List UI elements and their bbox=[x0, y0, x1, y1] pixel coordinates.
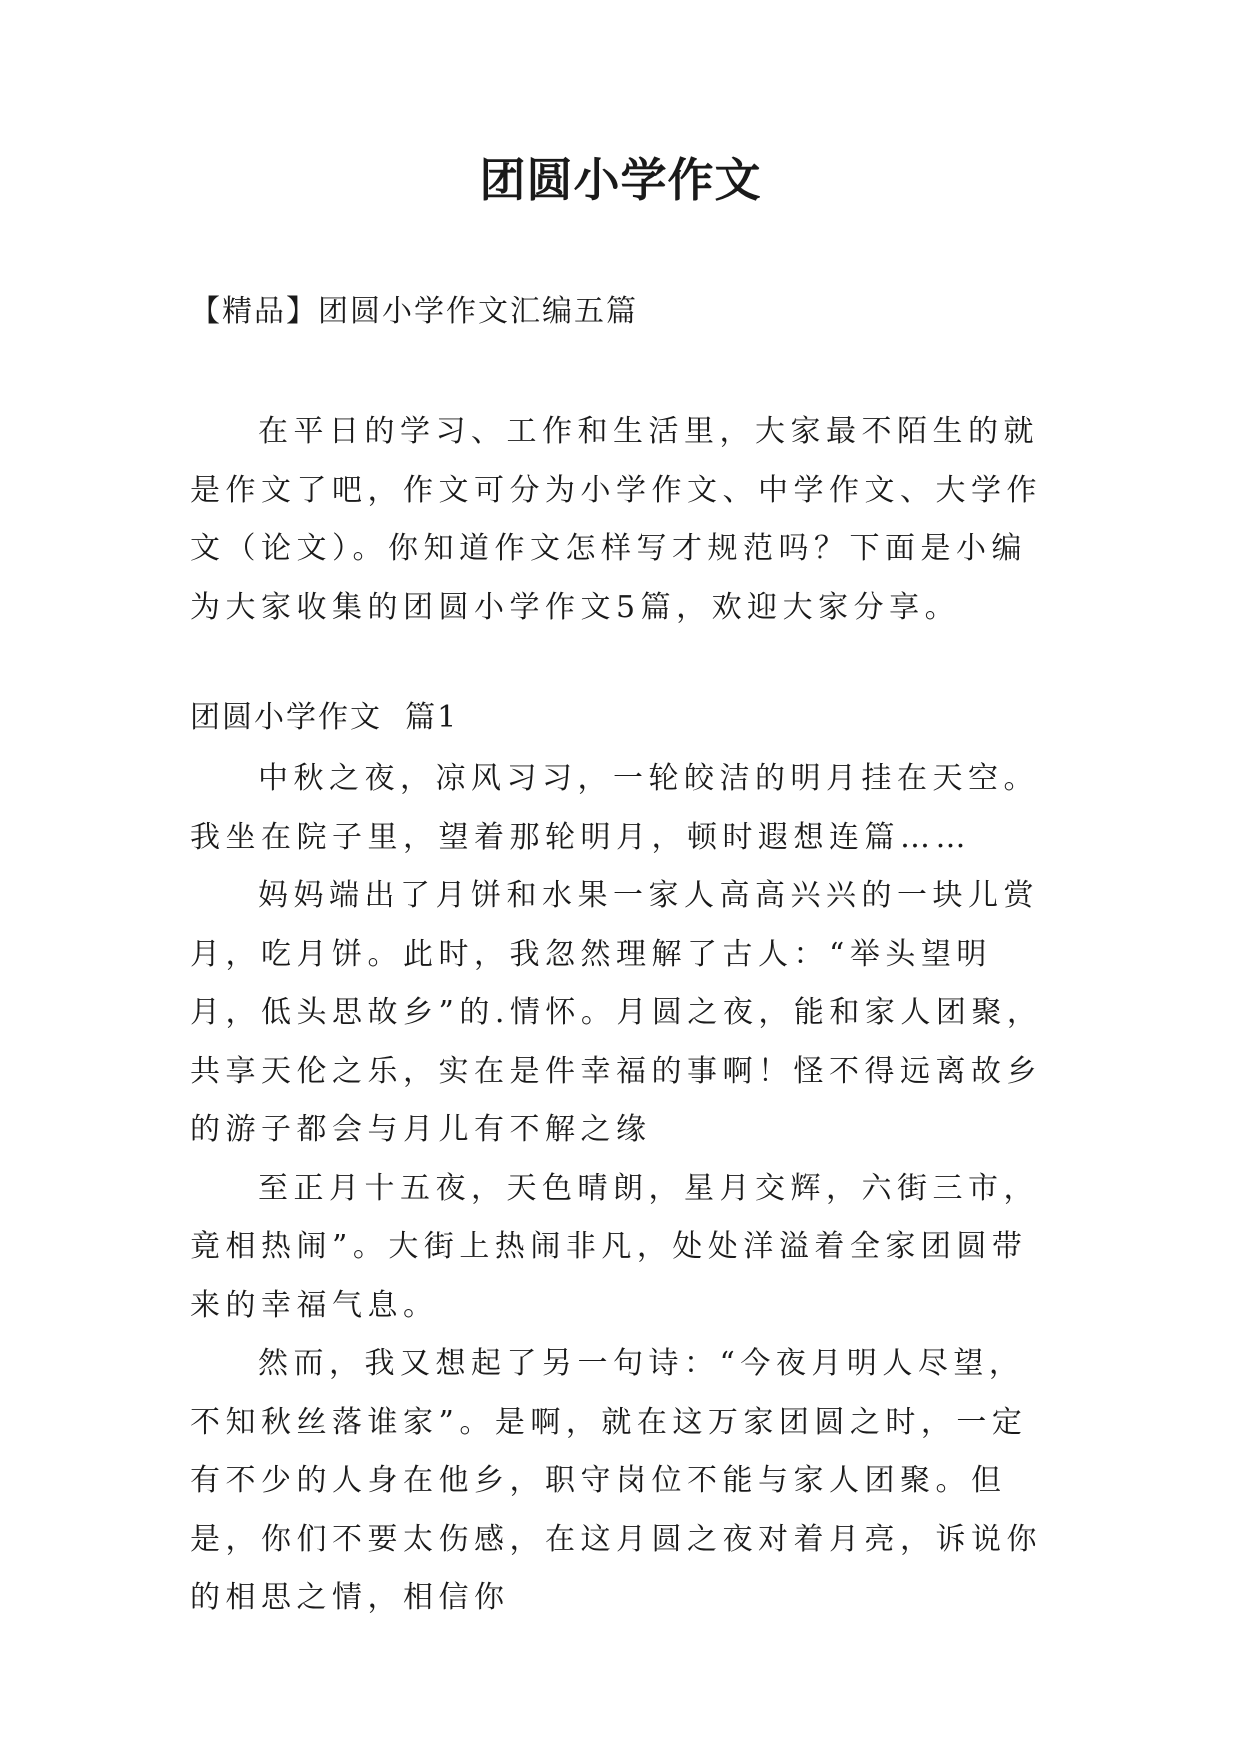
intro-section bbox=[190, 403, 1050, 637]
essay-paragraph: 中秋之夜，凉风习习，一轮皎洁的明月挂在天空。我坐在院子里，望着那轮明月，顿时遐想连篇…… bbox=[190, 761, 1039, 855]
essay-body bbox=[190, 750, 1050, 1628]
section-title: 团圆小学作文 篇1 bbox=[190, 700, 459, 735]
essay-paragraph: 至正月十五夜，天色晴朗，星月交辉，六街三市，竟相热闹”。大街上热闹非凡，处处洋溢着全家团圆带来的幸福气息。 bbox=[190, 1170, 1039, 1323]
intro-paragraph: 在平日的学习、工作和生活里，大家最不陌生的就是作文了吧，作文可分为小学作文、中学作文、大学作文（论文）。你知道作文怎样写才规范吗？下面是小编为大家收集的团圆小学作文5篇，欢迎大家分享。 bbox=[190, 414, 1042, 625]
document-subtitle: 【精品】团圆小学作文汇编五篇 bbox=[190, 294, 638, 329]
essay-paragraph: 然而，我又想起了另一句诗：“今夜月明人尽望，不知秋丝落谁家”。是啊，就在这万家团圆之时，一定有不少的人身在他乡，职守岗位不能与家人团聚。但是，你们不要太伤感，在这月圆之夜对着月亮，诉说你的相思之情，相信你 bbox=[190, 1346, 1042, 1615]
essay-paragraph: 妈妈端出了月饼和水果一家人高高兴兴的一块儿赏月，吃月饼。此时，我忽然理解了古人：“举头望明月，低头思故乡”的.情怀。月圆之夜，能和家人团聚，共享天伦之乐，实在是件幸福的事啊！怪不得远离故乡的游子都会与月儿有不解之缘 bbox=[190, 878, 1043, 1147]
document-title: 团圆小学作文 bbox=[479, 153, 762, 207]
